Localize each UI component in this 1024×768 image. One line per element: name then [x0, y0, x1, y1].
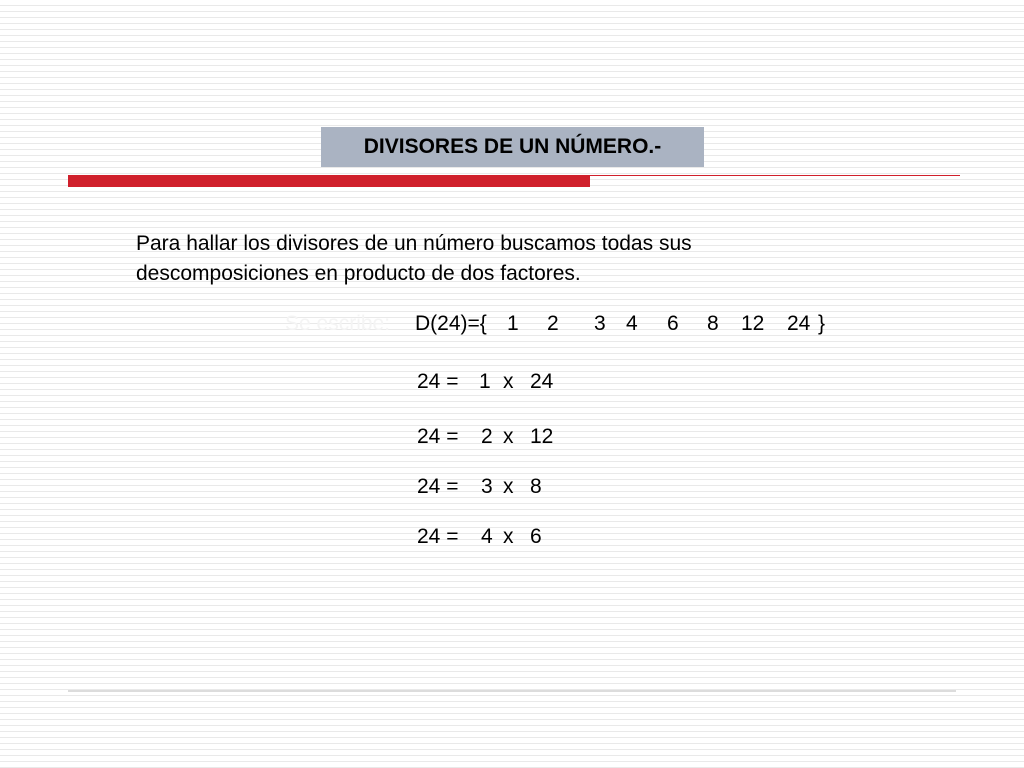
- factor-b: 24: [530, 370, 554, 393]
- times-sign: x: [503, 525, 514, 548]
- divisor-value: 2: [547, 312, 559, 335]
- ghost-text: Se escribe:: [285, 312, 391, 335]
- footer-rule: [68, 690, 956, 692]
- decomposition-lhs: 24 =: [417, 370, 459, 393]
- divisor-value: 3: [594, 312, 606, 335]
- factor-a: 1: [479, 370, 491, 393]
- page-title-text: DIVISORES DE UN NÚMERO.-: [363, 135, 662, 158]
- decomposition-lhs: 24 =: [417, 525, 459, 548]
- factor-b: 6: [530, 525, 542, 548]
- divisor-value: 24: [787, 312, 811, 335]
- page-title: [321, 127, 704, 167]
- divisor-value: 1: [507, 312, 519, 335]
- factor-a: 4: [481, 525, 493, 548]
- divisor-value: 6: [667, 312, 679, 335]
- times-sign: x: [503, 475, 514, 498]
- divisor-set-label: D(24)={: [415, 312, 487, 335]
- decomposition-lhs: 24 =: [417, 475, 459, 498]
- times-sign: x: [503, 425, 514, 448]
- divisor-value: 4: [626, 312, 638, 335]
- divisor-set-close: }: [818, 312, 826, 335]
- divisor-value: 12: [741, 312, 765, 335]
- title-rule-thin: [590, 175, 960, 176]
- divisor-value: 8: [707, 312, 719, 335]
- intro-line-1: Para hallar los divisores de un número buscamos todas sus: [136, 232, 692, 255]
- factor-b: 8: [530, 475, 542, 498]
- factor-a: 2: [481, 425, 493, 448]
- factor-a: 3: [481, 475, 493, 498]
- title-rule-thick: [68, 175, 590, 187]
- intro-paragraph: [136, 229, 856, 289]
- times-sign: x: [503, 370, 514, 393]
- factor-b: 12: [530, 425, 554, 448]
- decomposition-lhs: 24 =: [417, 425, 459, 448]
- intro-line-2: descomposiciones en producto de dos factores.: [136, 262, 581, 285]
